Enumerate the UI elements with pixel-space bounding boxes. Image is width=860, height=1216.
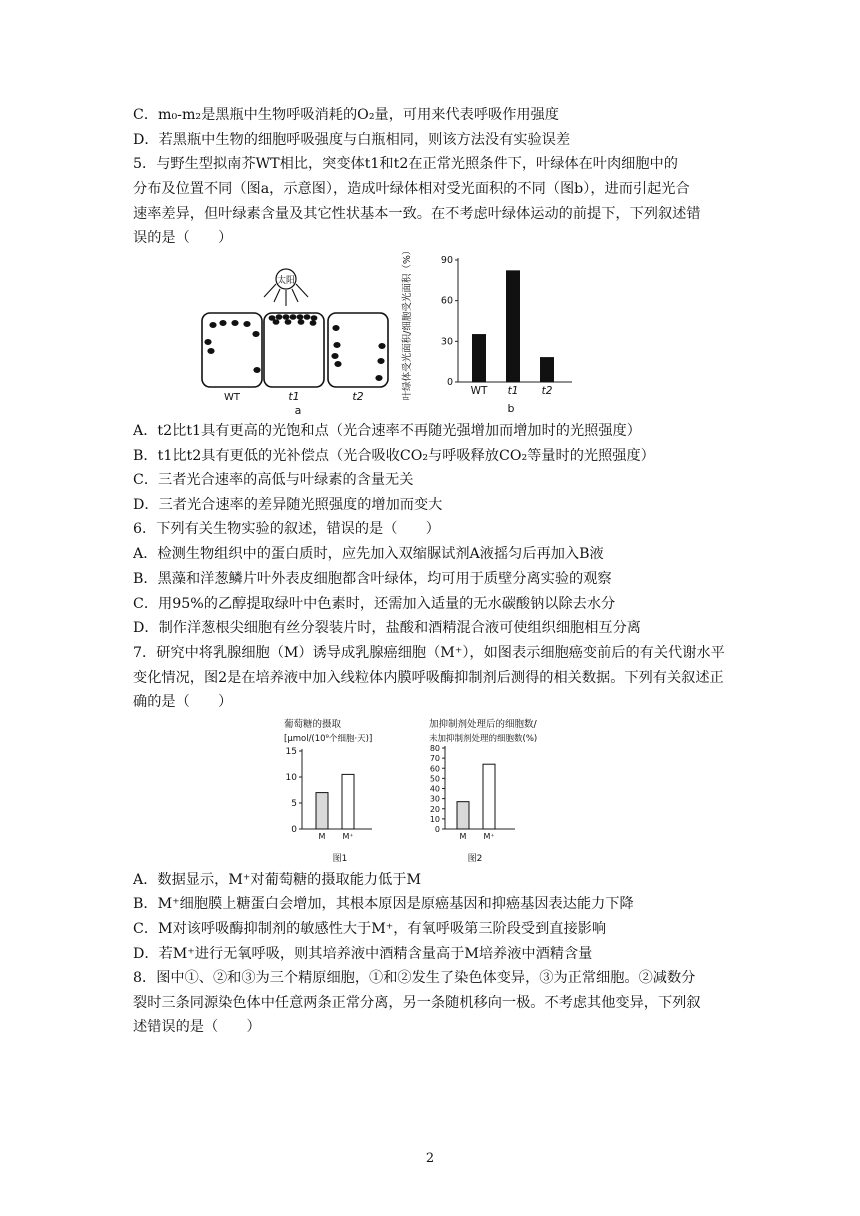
y-tick-label: 40 [429, 784, 440, 794]
chart-1-ylabel: [μmol/(10⁹个细胞·天)] [284, 734, 373, 744]
option-c-q6: C．用95%的乙醇提取绿叶中色素时，还需加入适量的无水碳酸钠以除去水分 [133, 596, 616, 612]
y-tick-label: 0 [434, 825, 440, 834]
chart-1-caption: 图1 [332, 854, 348, 864]
option-d-q4: D．若黑瓶中生物的细胞呼吸强度与白瓶相同，则该方法没有实验误差 [133, 132, 571, 148]
y-tick-label: 10 [285, 773, 297, 783]
x-tick-label: t2 [541, 385, 553, 397]
question-8-line3: 述错误的是（ ） [133, 1019, 261, 1035]
x-tick-label: M⁺ [342, 832, 354, 841]
option-d-q5: D．三者光合速率的差异随光照强度的增加而变大 [133, 497, 443, 513]
question-7-line2: 变化情况，图2是在培养液中加入线粒体内膜呼吸酶抑制剂后测得的相关数据。下列有关叙述正 [133, 670, 724, 686]
question-6: 6．下列有关生物实验的叙述，错误的是（ ） [133, 521, 440, 537]
option-d-q7: D．若M⁺进行无氧呼吸，则其培养液中酒精含量高于M培养液中酒精含量 [133, 946, 593, 962]
x-tick-label: WT [470, 385, 488, 397]
bar [473, 335, 486, 382]
chart-2-ylabel: 未加抑制剂处理的细胞数(%) [429, 734, 538, 744]
question-8-line1: 8．图中①、②和③为三个精原细胞，①和②发生了染色体变异，③为正常细胞。②减数分 [133, 970, 696, 986]
bar [316, 793, 328, 829]
bar [342, 774, 354, 829]
figure-b-chart [396, 252, 576, 421]
option-a-q6: A．检测生物组织中的蛋白质时，应先加入双缩脲试剂A液摇匀后再加入B液 [133, 546, 604, 562]
chart-2-title: 加抑制剂处理后的细胞数/ [429, 719, 537, 730]
question-5-line2: 分布及位置不同（图a，示意图），造成叶绿体相对受光面积的不同（图b），进而引起光合 [133, 181, 690, 197]
y-tick-label: 50 [429, 774, 440, 784]
question-7-line1: 7．研究中将乳腺细胞（M）诱导成乳腺癌细胞（M⁺），如图表示细胞癌变前后的有关代谢水平 [133, 645, 725, 661]
y-tick-label: 30 [429, 794, 440, 804]
page-number: 2 [425, 1151, 435, 1166]
question-5-line3: 速率差异，但叶绿素含量及其它性状基本一致。在不考虑叶绿体运动的前提下，下列叙述错 [133, 206, 701, 222]
y-tick-label: 0 [446, 377, 453, 388]
option-b-q6: B．黑藻和洋葱鳞片叶外表皮细胞都含叶绿体，均可用于质壁分离实验的观察 [133, 571, 612, 587]
x-tick-label: M [459, 832, 467, 841]
option-b-q5: B．t1比t2具有更低的光补偿点（光合吸收CO₂与呼吸释放CO₂等量时的光照强度） [133, 448, 655, 464]
option-a-q5: A．t2比t1具有更高的光饱和点（光合速率不再随光强增加而增加时的光照强度） [133, 423, 641, 439]
sun-label: 太阳 [276, 276, 296, 286]
y-tick-label: 30 [440, 336, 453, 348]
figure-a-caption: a [294, 404, 302, 417]
chart-2-caption: 图2 [467, 854, 483, 864]
question-5-line4: 误的是（ ） [133, 230, 233, 246]
y-tick-label: 0 [291, 825, 297, 835]
question-7-line3: 确的是（ ） [133, 694, 233, 710]
y-tick-label: 80 [429, 744, 440, 753]
x-tick-label: M⁺ [483, 832, 495, 841]
question-5-line1: 5．与野生型拟南芥WT相比，突变体t1和t2在正常光照条件下，叶绿体在叶肉细胞中的 [133, 156, 678, 172]
cell-label-t2: t2 [352, 390, 364, 403]
chart-b-caption: b [507, 402, 515, 415]
chart-1-title: 葡萄糖的摄取 [284, 719, 342, 730]
bar [483, 764, 495, 829]
cell-label-t1: t1 [288, 390, 300, 403]
y-tick-label: 60 [429, 764, 440, 774]
y-tick-label: 10 [429, 814, 440, 824]
figure-2-chart [425, 715, 565, 869]
cell-label-wt: WT [224, 392, 240, 403]
option-a-q7: A．数据显示，M⁺对葡萄糖的摄取能力低于M [133, 872, 421, 888]
option-c-q4: C．m₀-m₂是黑瓶中生物呼吸消耗的O₂量，可用来代表呼吸作用强度 [133, 107, 559, 123]
y-tick-label: 70 [429, 754, 440, 764]
x-tick-label: t1 [507, 385, 519, 397]
bar [507, 271, 520, 382]
y-tick-label: 60 [440, 295, 453, 307]
y-tick-label: 90 [440, 255, 453, 266]
chart-b-ylabel: 叶绿体受光面积/细胞受光面积（%） [402, 252, 413, 401]
option-b-q7: B．M⁺细胞膜上糖蛋白会增加，其根本原因是原癌基因和抑癌基因表达能力下降 [133, 896, 634, 912]
option-c-q5: C．三者光合速率的高低与叶绿素的含量无关 [133, 472, 414, 488]
bar [541, 358, 554, 382]
figure-1-chart [280, 715, 405, 869]
bar [457, 802, 469, 829]
x-tick-label: M [318, 832, 326, 841]
figure-a-chloroplast-diagram [198, 262, 394, 421]
option-c-q7: C．M对该呼吸酶抑制剂的敏感性大于M⁺，有氧呼吸第三阶段受到直接影响 [133, 921, 607, 937]
question-8-line2: 裂时三条同源染色体中任意两条正常分离，另一条随机移向一极。不考虑其他变异，下列叙 [133, 995, 701, 1011]
y-tick-label: 15 [285, 747, 297, 757]
y-tick-label: 5 [291, 799, 297, 809]
option-d-q6: D．制作洋葱根尖细胞有丝分裂装片时，盐酸和酒精混合液可使组织细胞相互分离 [133, 620, 641, 636]
y-tick-label: 20 [429, 804, 440, 814]
